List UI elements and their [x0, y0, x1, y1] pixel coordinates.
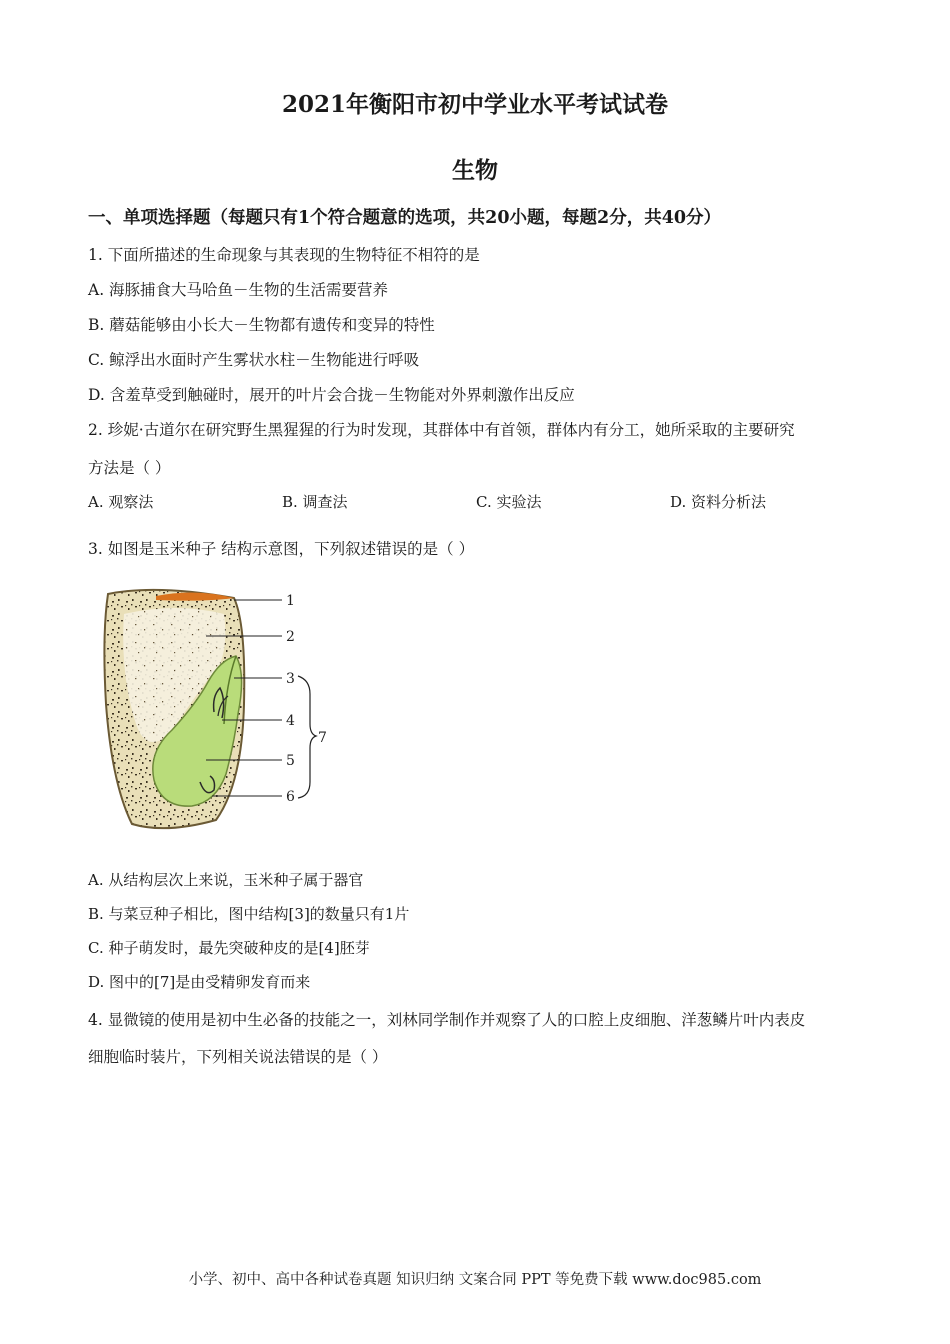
question-2-option-b: B. 调查法 [282, 493, 348, 511]
section-heading: 一、单项选择题（每题只有1个符合题意的选项，共20小题，每题2分，共40分） [88, 208, 722, 228]
exam-title: 2021年衡阳市初中学业水平考试试卷 [281, 91, 668, 118]
figure-label-6: 6 [286, 789, 295, 805]
question-1-option-d: D. 含羞草受到触碰时，展开的叶片会合拢－生物能对外界刺激作出反应 [88, 386, 575, 404]
question-4-stem-line2: 细胞临时装片，下列相关说法错误的是（ ） [88, 1048, 388, 1066]
figure-label-7: 7 [318, 730, 327, 746]
question-3-option-d: D. 图中的[7]是由受精卵发育而来 [88, 973, 311, 991]
question-1-option-b: B. 蘑菇能够由小长大－生物都有遗传和变异的特性 [88, 316, 435, 334]
figure-label-1: 1 [286, 593, 295, 609]
question-2-option-c: C. 实验法 [476, 493, 542, 511]
question-3-stem: 3. 如图是玉米种子 结构示意图，下列叙述错误的是（ ） [88, 540, 475, 558]
question-3-option-c: C. 种子萌发时，最先突破种皮的是[4]胚芽 [88, 939, 370, 957]
corn-seed-diagram [96, 584, 346, 838]
question-1-option-c: C. 鲸浮出水面时产生雾状水柱－生物能进行呼吸 [88, 351, 420, 369]
figure-label-3: 3 [286, 671, 295, 687]
question-4-stem-line1: 4. 显微镜的使用是初中生必备的技能之一，刘林同学制作并观察了人的口腔上皮细胞、洋葱鳞片叶内表皮 [88, 1011, 806, 1029]
question-2-stem-line2: 方法是（ ） [88, 459, 171, 477]
question-2-option-a: A. 观察法 [88, 493, 154, 511]
figure-label-4: 4 [286, 713, 295, 729]
figure-label-5: 5 [286, 753, 295, 769]
question-3-option-a: A. 从结构层次上来说，玉米种子属于器官 [88, 871, 364, 889]
question-2-option-d: D. 资料分析法 [670, 493, 767, 511]
question-2-stem-line1: 2. 珍妮·古道尔在研究野生黑猩猩的行为时发现，其群体中有首领，群体内有分工，她所采取的主要研究 [88, 421, 795, 439]
footer-download-note: 小学、初中、高中各种试卷真题 知识归纳 文案合同 PPT 等免费下载 www.doc985.com [188, 1272, 762, 1288]
corn-seed-figure [96, 584, 346, 838]
subject-title: 生物 [452, 157, 498, 184]
question-3-option-b: B. 与菜豆种子相比，图中结构[3]的数量只有1片 [88, 905, 410, 923]
figure-label-2: 2 [286, 629, 295, 645]
question-1-stem: 1. 下面所描述的生命现象与其表现的生物特征不相符的是 [88, 246, 480, 264]
question-1-option-a: A. 海豚捕食大马哈鱼－生物的生活需要营养 [88, 281, 389, 299]
